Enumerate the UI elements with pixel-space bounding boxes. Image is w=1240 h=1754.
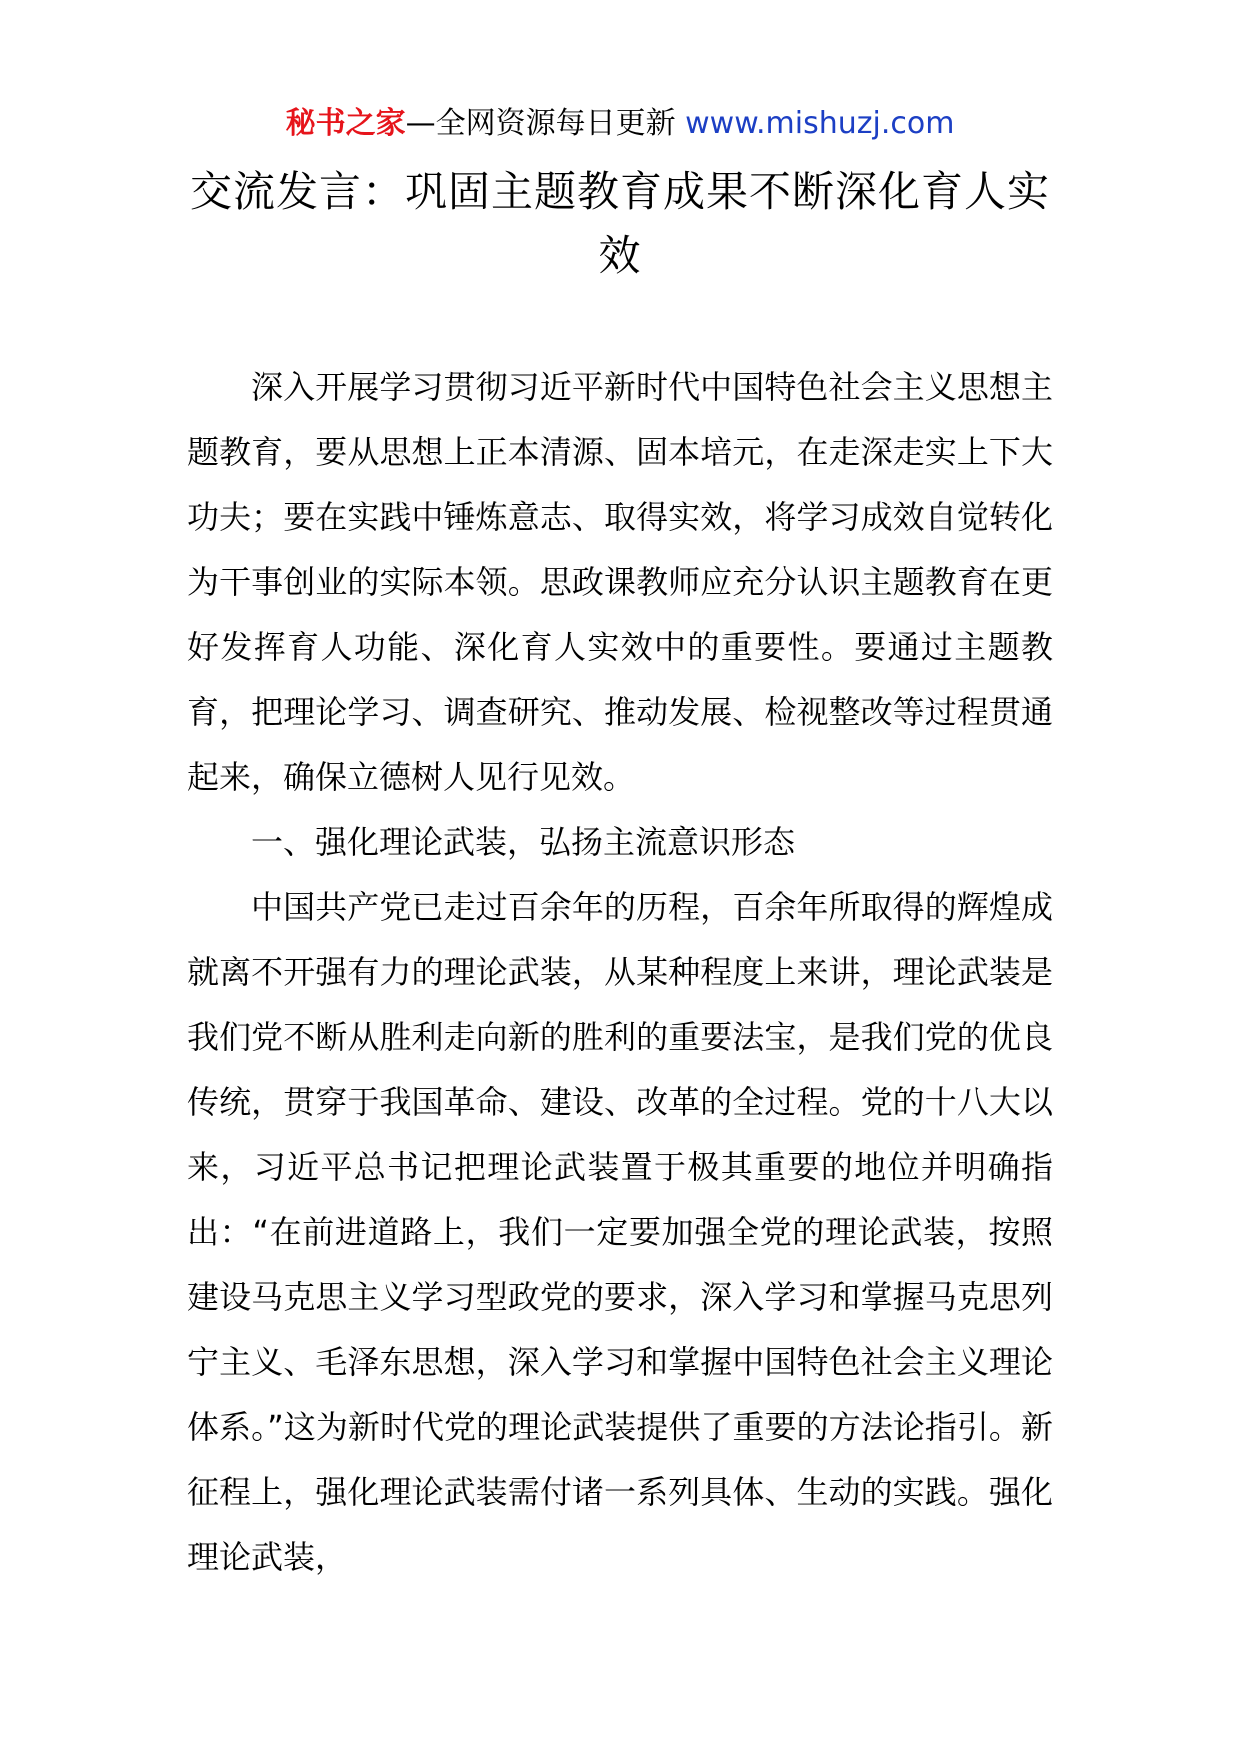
intro-paragraph: 深入开展学习贯彻习近平新时代中国特色社会主义思想主题教育，要从思想上正本清源、固本培元，在走深走实上下大功夫；要在实践中锤炼意志、取得实效，将学习成效自觉转化为干事创业的实际本领。思政课教师应充分认识主题教育在更好发挥育人功能、深化育人实效中的重要性。要通过主题教育，把理论学习、调查研究、推动发展、检视整改等过程贯通起来，确保立德树人见行见效。 — [187, 368, 1053, 796]
document-body — [187, 355, 1053, 1590]
banner-brand: 秘书之家 — [285, 106, 406, 141]
header-banner — [0, 100, 1240, 148]
document-title: 交流发言：巩固主题教育成果不断深化育人实效 — [189, 167, 1050, 280]
section-1-paragraph: 中国共产党已走过百余年的历程，百余年所取得的辉煌成就离不开强有力的理论武装，从某种程度上来讲，理论武装是我们党不断从胜利走向新的胜利的重要法宝，是我们党的优良传统，贯穿于我国革命、建设、改革的全过程。党的十八大以来，习近平总书记把理论武装置于极其重要的地位并明确指出：“在前进道路上，我们一定要加强全党的理论武装，按照建设马克思主义学习型政党的要求，深入学习和掌握马克思列宁主义、毛泽东思想，深入学习和掌握中国特色社会主义理论体系。”这为新时代党的理论武装提供了重要的方法论指引。新征程上，强化理论武装需付诸一系列具体、生动的实践。强化理论武装， — [187, 888, 1053, 1576]
banner-url-link[interactable]: www.mishuzj.com — [685, 106, 955, 141]
section-heading-1: 一、强化理论武装，弘扬主流意识形态 — [251, 823, 796, 861]
banner-slogan: —全网资源每日更新 — [405, 106, 676, 141]
